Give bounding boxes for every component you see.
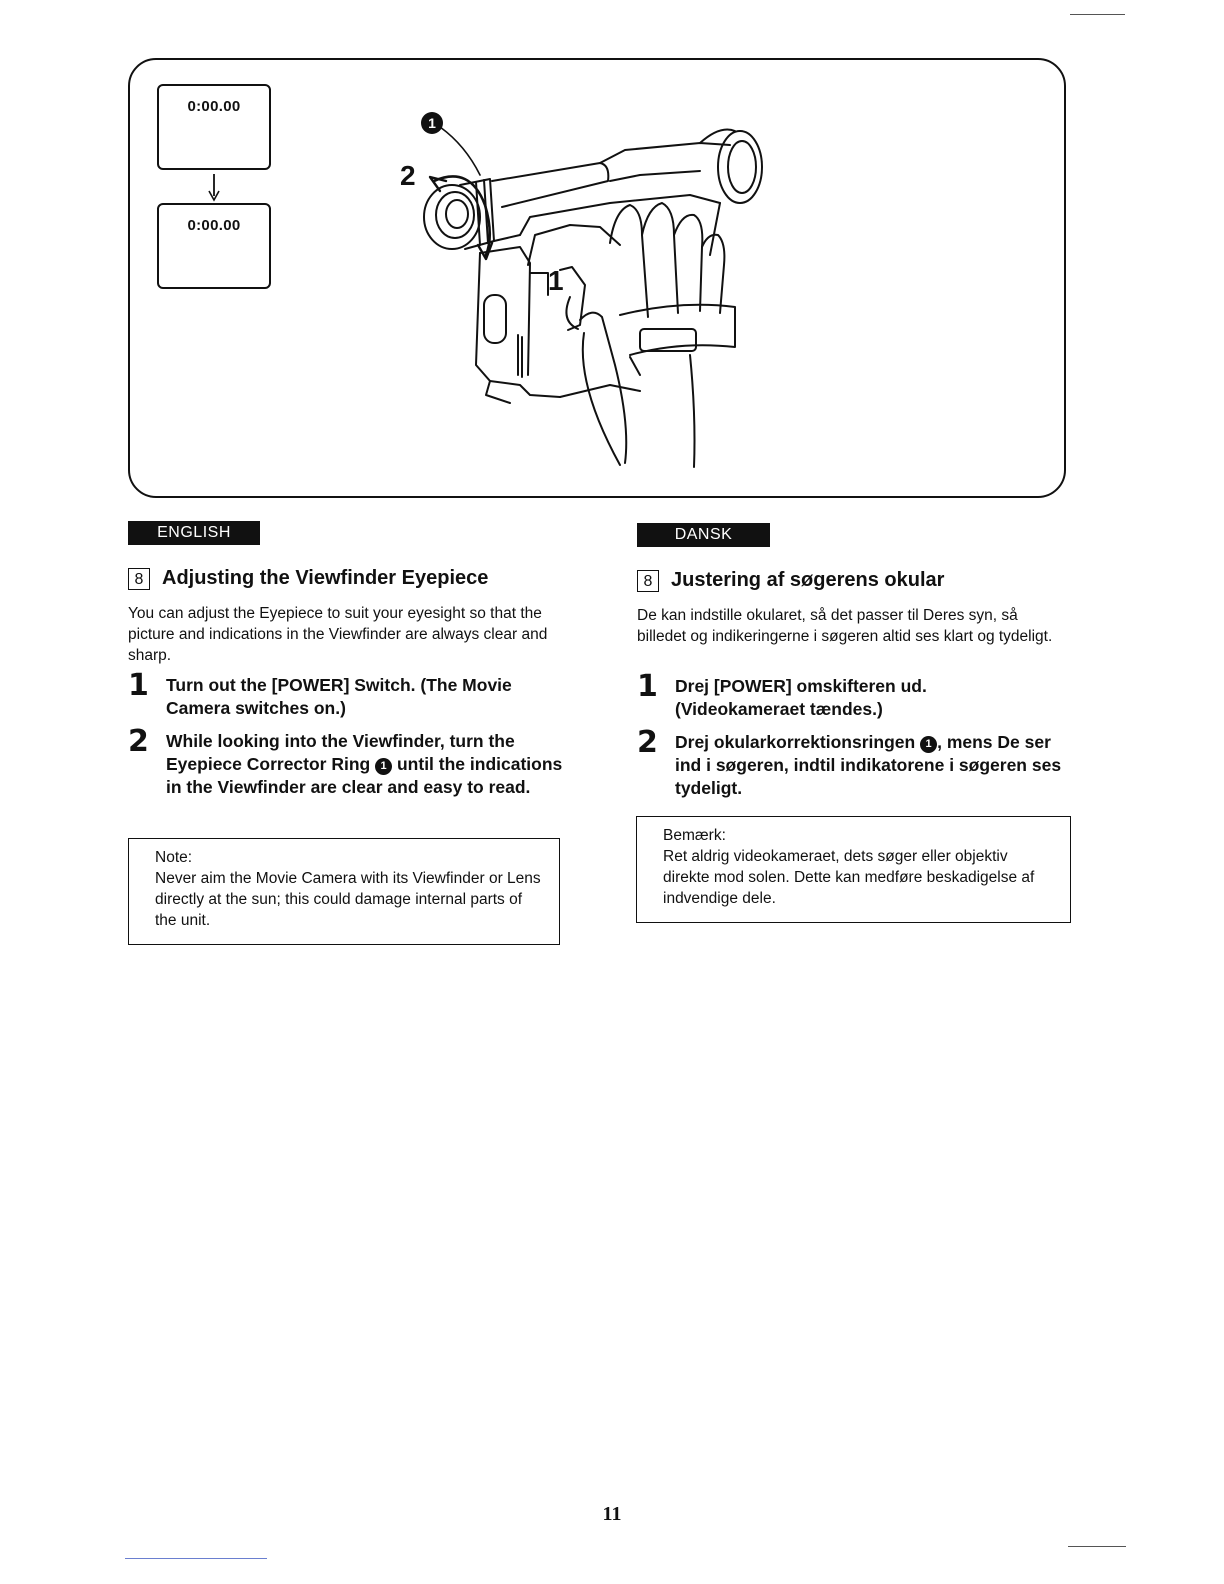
callout-step-1: 1 <box>548 265 564 296</box>
section-number-box: 8 <box>637 570 659 592</box>
camcorder-illustration <box>280 85 800 485</box>
language-tag-dansk: DANSK <box>637 523 770 547</box>
scan-artifact-top <box>1070 14 1125 15</box>
step-text-before: While looking into the Viewfinder, turn the Eyepiece Corrector Ring <box>166 731 515 774</box>
step-text <box>166 730 566 799</box>
dansk-heading <box>637 569 944 592</box>
note-text: Ret aldrig videokameraet, dets søger eller objektiv direkte mod solen. Dette kan medføre beskadigelse af indvendige dele. <box>663 848 1035 907</box>
step-text: Turn out the [POWER] Switch. (The Movie Camera switches on.) <box>166 675 512 718</box>
dansk-heading-text: Justering af søgerens okular <box>671 569 945 591</box>
note-title: Bemærk: <box>663 827 726 844</box>
note-text: Never aim the Movie Camera with its Viewfinder or Lens directly at the sun; this could damage internal parts of the unit. <box>155 870 541 929</box>
step-text: Drej [POWER] omskifteren ud. (Videokameraet tændes.) <box>675 676 927 719</box>
step-number: 2 <box>637 725 658 760</box>
step-text-after: , mens De ser ind i søgeren, indtil indikatorene i søgeren ses tydeligt. <box>675 732 1062 798</box>
dansk-intro: De kan indstille okularet, så det passer til Deres syn, så billedet og indikeringerne i søgeren altid ses klart og tydeligt. <box>637 607 1053 645</box>
scan-artifact-bottom-right <box>1068 1546 1126 1547</box>
down-arrow-icon <box>204 174 224 202</box>
page-number: 11 <box>602 1503 622 1525</box>
step-number: 1 <box>128 668 149 703</box>
english-heading-text: Adjusting the Viewfinder Eyepiece <box>162 567 489 589</box>
step-text-after: until the indications in the Viewfinder are clear and easy to read. <box>166 754 563 797</box>
dansk-note-box <box>636 816 1071 923</box>
step-number: 1 <box>637 669 658 704</box>
section-number-box: 8 <box>128 568 150 590</box>
english-intro: You can adjust the Eyepiece to suit your eyesight so that the picture and indications in the Viewfinder are always clear and sharp. <box>128 605 548 664</box>
step-number: 2 <box>128 724 149 759</box>
svg-text:1: 1 <box>428 115 436 131</box>
timecode-top: 0:00.00 <box>187 98 241 115</box>
callout-step-2: 2 <box>400 160 416 191</box>
callout-circled-one <box>421 112 443 134</box>
scan-artifact-bottom-left <box>125 1558 267 1559</box>
circled-one-marker: 1 <box>375 758 392 775</box>
timecode-bottom: 0:00.00 <box>187 217 241 234</box>
note-title: Note: <box>155 849 193 866</box>
viewfinder-display-before <box>157 84 271 170</box>
circled-one-marker: 1 <box>920 736 937 753</box>
language-tag-english: ENGLISH <box>128 521 260 545</box>
viewfinder-display-after <box>157 203 271 289</box>
step-text <box>675 731 1075 800</box>
english-note-box <box>128 838 560 945</box>
english-heading <box>128 567 488 590</box>
step-text-before: Drej okularkorrektionsringen <box>675 732 916 752</box>
